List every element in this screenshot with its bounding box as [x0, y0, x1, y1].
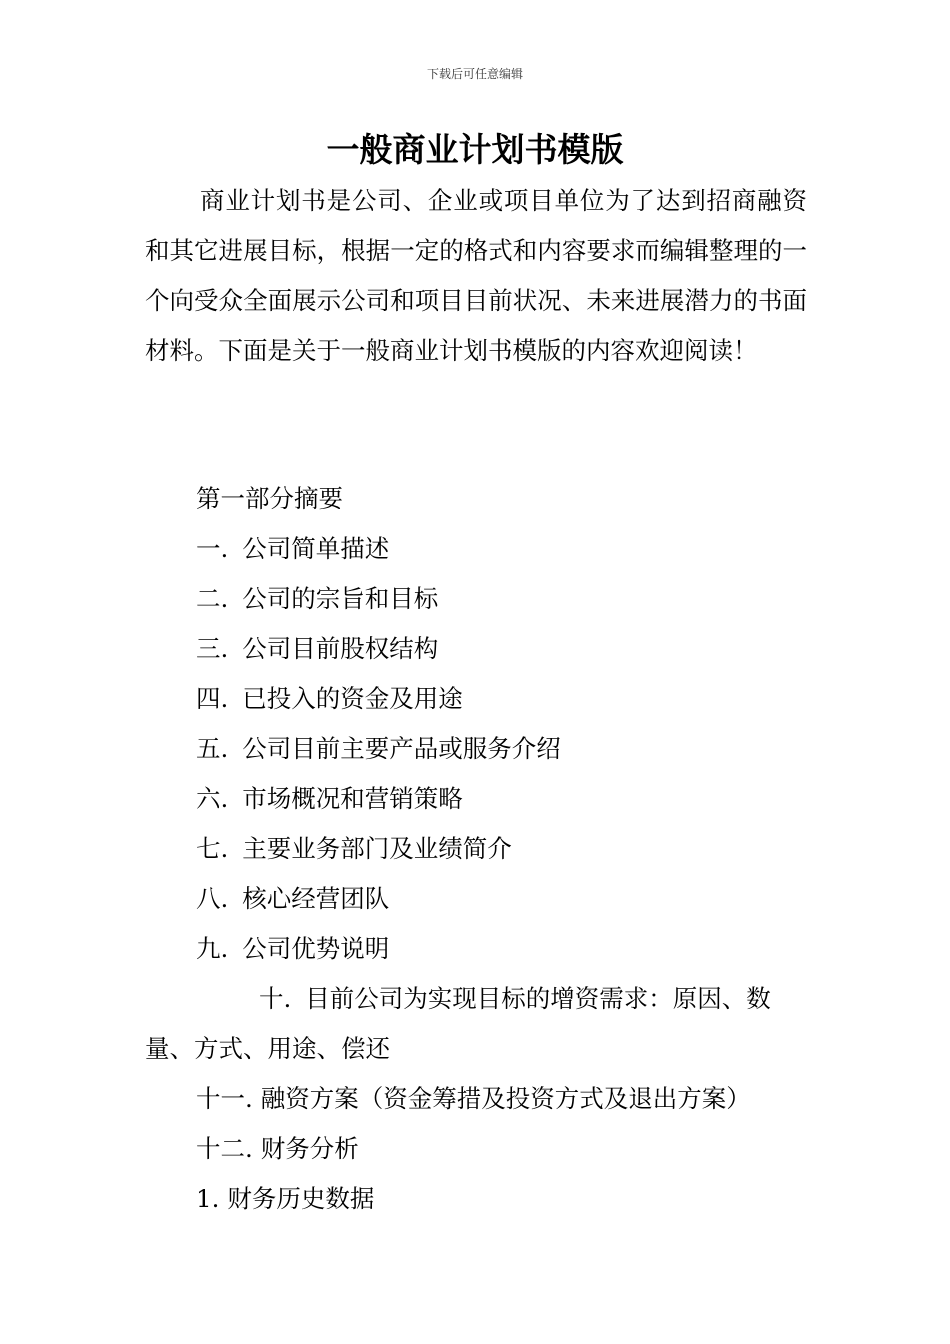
item-text: 核心经营团队 [242, 884, 390, 913]
item-number: 七. [196, 834, 229, 863]
item-text: 市场概况和营销策略 [242, 784, 463, 813]
outline-item [145, 974, 807, 1074]
item-number: 三. [196, 634, 229, 663]
document-title: 一般商业计划书模版 [326, 130, 624, 169]
item-number: 十一. [196, 1084, 253, 1113]
header-note: 下载后可任意编辑 [426, 67, 523, 81]
outline-item [145, 874, 807, 924]
item-text: 公司目前股权结构 [242, 634, 439, 663]
outline-item [145, 624, 807, 674]
item-text: 财务历史数据 [227, 1184, 375, 1213]
outline-item [145, 774, 807, 824]
outline-item [145, 674, 807, 724]
item-text: 公司简单描述 [242, 534, 390, 563]
item-number: 1. [196, 1184, 220, 1213]
outline-item [145, 824, 807, 874]
item-text: 财务分析 [260, 1134, 359, 1163]
item-number: 九. [196, 934, 229, 963]
item-number: 二. [196, 584, 229, 613]
item-text: 融资方案（资金筹措及投资方式及退出方案） [260, 1084, 751, 1113]
item-text: 公司的宗旨和目标 [242, 584, 439, 613]
item-text: 公司目前主要产品或服务介绍 [242, 734, 561, 763]
outline-item [145, 1124, 807, 1174]
item-text: 已投入的资金及用途 [242, 684, 463, 713]
item-number: 一. [196, 534, 229, 563]
section-heading: 第一部分摘要 [196, 484, 343, 513]
summary-outline [145, 474, 807, 1224]
outline-item [145, 1174, 807, 1224]
item-number: 八. [196, 884, 229, 913]
outline-item [145, 1074, 807, 1124]
item-number: 六. [196, 784, 229, 813]
item-number: 十. [259, 984, 292, 1013]
item-text: 目前公司为实现目标的增资需求：原因、数量、方式、用途、偿还 [145, 984, 771, 1063]
item-text: 主要业务部门及业绩简介 [242, 834, 512, 863]
outline-item [145, 924, 807, 974]
outline-item [145, 574, 807, 624]
intro-paragraph: 商业计划书是公司、企业或项目单位为了达到招商融资和其它进展目标，根据一定的格式和内容要求而编辑整理的一个向受众全面展示公司和项目目前状况、未来进展潜力的书面材料。下面是关于一般商业计划书模版的内容欢迎阅读！ [145, 186, 807, 365]
item-text: 公司优势说明 [242, 934, 390, 963]
item-number: 十二. [196, 1134, 253, 1163]
item-number: 五. [196, 734, 229, 763]
outline-item [145, 724, 807, 774]
outline-item [145, 524, 807, 574]
item-number: 四. [196, 684, 229, 713]
